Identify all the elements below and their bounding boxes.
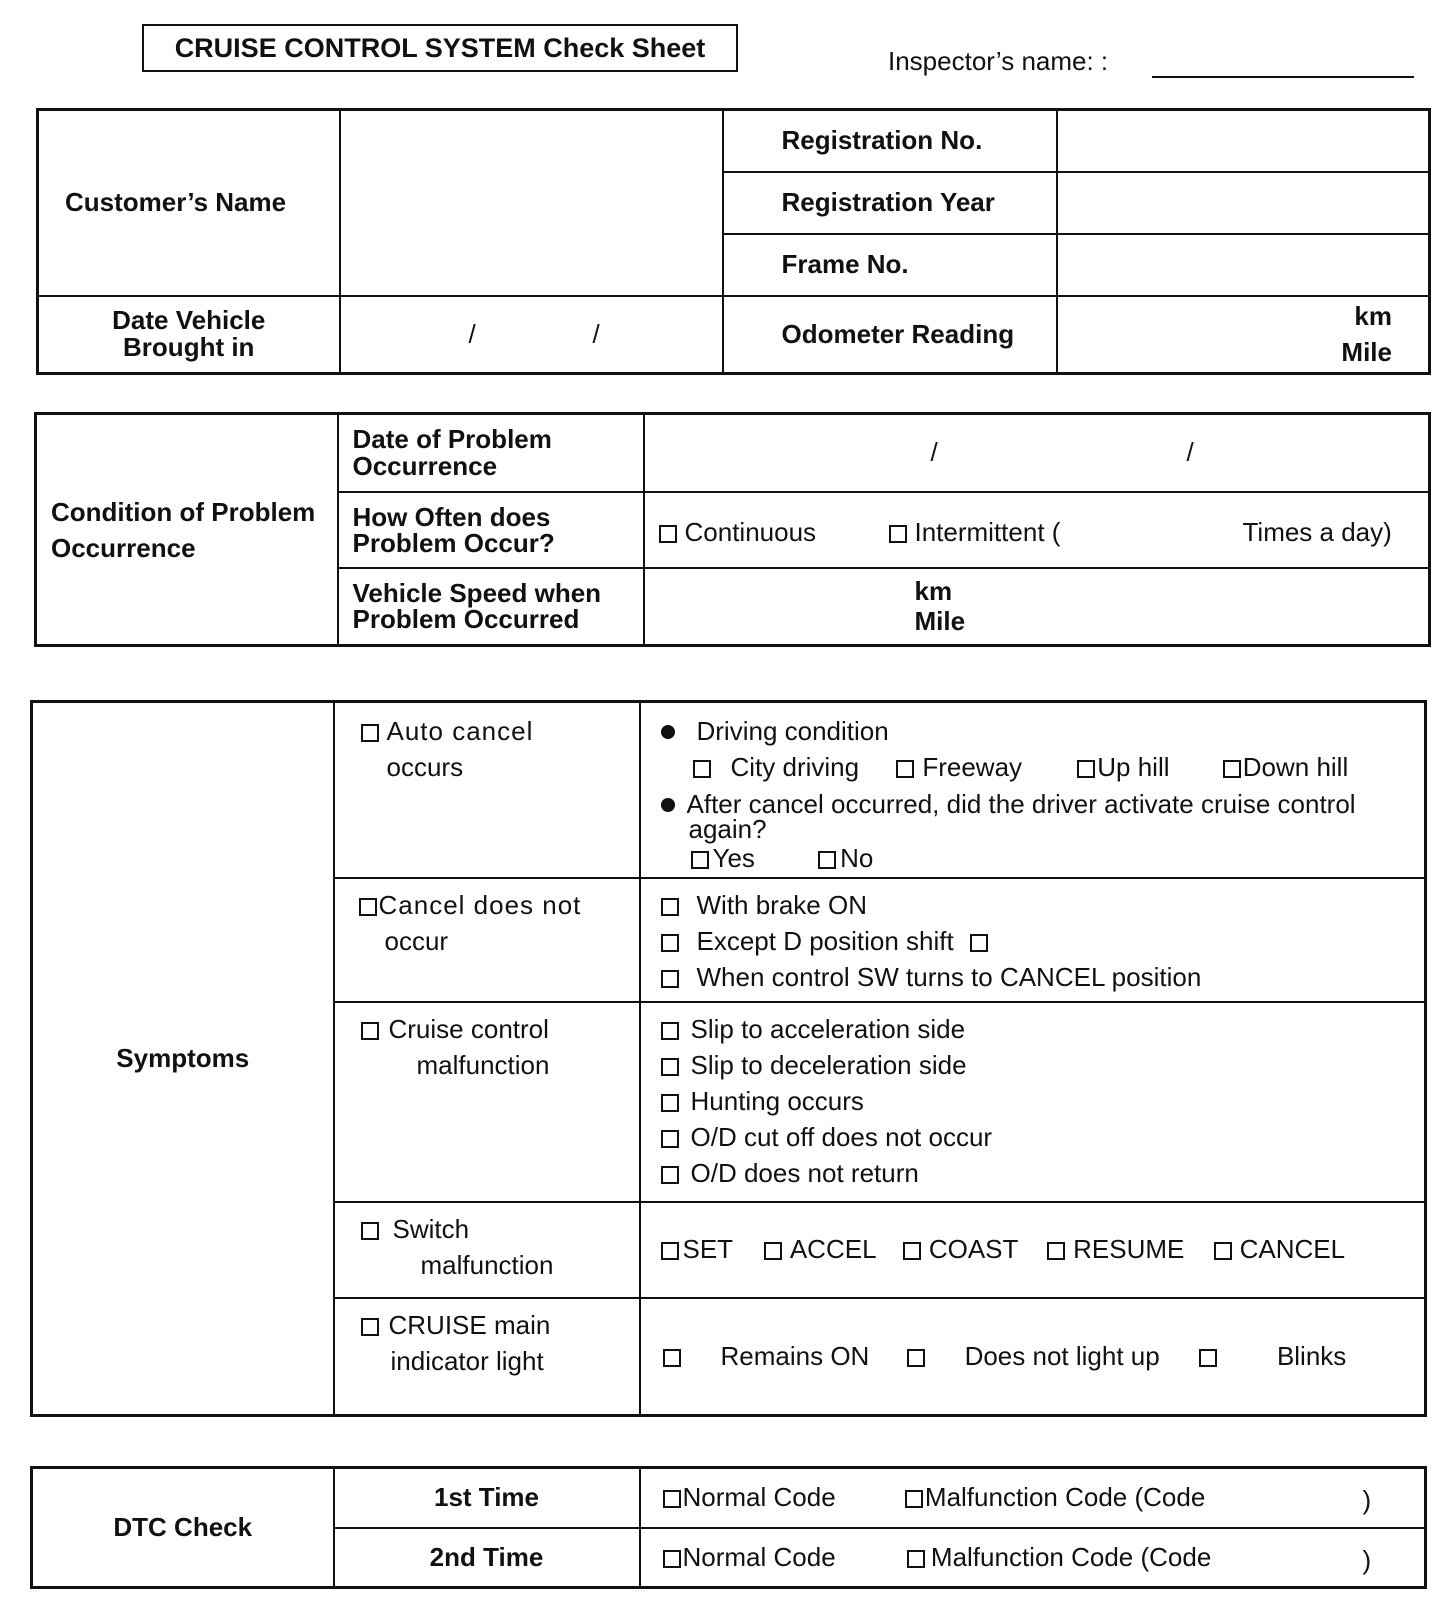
date-brought-in-field[interactable]	[340, 296, 723, 374]
bullet-icon	[661, 798, 675, 812]
normal-code-label: Normal Code	[682, 1541, 836, 1572]
checkbox-icon[interactable]	[359, 898, 377, 916]
malfunction-item: Slip to acceleration side	[690, 1013, 966, 1044]
date-separator: /	[1186, 437, 1194, 467]
times-a-day-label: Times a day)	[1242, 516, 1392, 547]
cancel-label: CANCEL	[1239, 1234, 1346, 1264]
vehicle-info-table	[36, 108, 1431, 375]
condition-table	[34, 412, 1431, 647]
checkbox-icon[interactable]	[1223, 760, 1241, 778]
registration-year-field[interactable]	[1057, 172, 1430, 234]
checkbox-icon[interactable]	[661, 934, 679, 952]
uphill-label: Up hill	[1097, 752, 1170, 782]
registration-year-label: Registration Year	[723, 172, 1057, 234]
checkbox-icon[interactable]	[663, 1349, 681, 1367]
date-separator: /	[592, 318, 600, 349]
malfunction-code-label: Malfunction Code (Code	[924, 1482, 1206, 1513]
cancel-does-not-occur-option[interactable]: Cancel does not occur	[334, 878, 640, 1002]
dtc-header: DTC Check	[32, 1468, 334, 1588]
unit-mile: Mile	[1341, 337, 1392, 368]
bullet-icon	[661, 725, 675, 739]
registration-no-field[interactable]	[1057, 110, 1430, 172]
checkbox-icon[interactable]	[661, 1242, 679, 1260]
cruise-indicator-details	[640, 1298, 1426, 1416]
checkbox-icon[interactable]	[361, 724, 379, 742]
symptoms-header: Symptoms	[32, 702, 334, 1416]
checkbox-icon[interactable]	[361, 1022, 379, 1040]
date-brought-in-label: Date Vehicle Brought in	[38, 296, 340, 374]
resume-label: RESUME	[1073, 1234, 1185, 1264]
cancel-does-not-occur-details	[640, 878, 1426, 1002]
intermittent-option[interactable]: Intermittent (	[889, 517, 1061, 548]
malfunction-item: O/D cut off does not occur	[690, 1121, 993, 1152]
checkbox-icon[interactable]	[661, 1094, 679, 1112]
auto-cancel-details: Driving condition City driving Freeway Up hill Down hill After cancel occurred, did the driver activate cruise control again? Yes No	[640, 702, 1426, 878]
checkbox-icon[interactable]	[663, 1490, 681, 1508]
how-often-field	[644, 492, 1430, 568]
checkbox-icon[interactable]	[661, 1058, 679, 1076]
not-light-label: Does not light up	[964, 1340, 1160, 1371]
symptoms-table	[30, 700, 1427, 1417]
dtc-second-time-label: 2nd Time	[334, 1528, 640, 1588]
frame-no-label: Frame No.	[723, 234, 1057, 296]
checkbox-icon[interactable]	[970, 934, 988, 952]
coast-label: COAST	[928, 1234, 1018, 1264]
dtc-first-time-label: 1st Time	[334, 1468, 640, 1528]
date-of-problem-field[interactable]	[644, 414, 1430, 492]
cruise-malfunction-details	[640, 1002, 1426, 1202]
checkbox-icon[interactable]	[896, 760, 914, 778]
date-separator: /	[468, 318, 476, 349]
checkbox-icon[interactable]	[663, 1550, 681, 1568]
checkbox-icon[interactable]	[661, 970, 679, 988]
no-label: No	[840, 843, 874, 873]
close-paren: )	[1362, 1485, 1372, 1515]
frame-no-field[interactable]	[1057, 234, 1430, 296]
vehicle-speed-label: Vehicle Speed when Problem Occurred	[338, 568, 644, 646]
malfunction-code-label: Malfunction Code (Code	[930, 1541, 1212, 1572]
checkbox-icon[interactable]	[661, 1022, 679, 1040]
how-often-label: How Often does Problem Occur?	[338, 492, 644, 568]
freeway-label: Freeway	[922, 752, 1023, 782]
condition-header: Condition of Problem Occurrence	[36, 414, 338, 646]
checkbox-icon[interactable]	[661, 1166, 679, 1184]
city-driving-label: City driving	[730, 752, 860, 782]
control-sw-label: When control SW turns to CANCEL position	[696, 961, 1202, 992]
unit-mile: Mile	[914, 606, 966, 637]
checkbox-icon[interactable]	[889, 525, 907, 543]
checkbox-icon[interactable]	[903, 1242, 921, 1260]
malfunction-item: O/D does not return	[690, 1157, 919, 1188]
dtc-check-table	[30, 1466, 1427, 1589]
checkbox-icon[interactable]	[764, 1242, 782, 1260]
remains-on-label: Remains ON	[720, 1340, 870, 1371]
switch-malfunction-option[interactable]: Switch malfunction	[334, 1202, 640, 1298]
auto-cancel-option[interactable]: Auto cancel occurs	[334, 702, 640, 878]
blinks-label: Blinks	[1276, 1340, 1347, 1371]
checkbox-icon[interactable]	[818, 851, 836, 869]
normal-code-label: Normal Code	[682, 1482, 836, 1513]
close-paren: )	[1362, 1544, 1372, 1575]
except-d-label: Except D position shift	[696, 925, 954, 956]
odometer-label: Odometer Reading	[723, 296, 1057, 374]
cruise-indicator-option[interactable]: CRUISE main indicator light	[334, 1298, 640, 1416]
malfunction-item: Hunting occurs	[690, 1085, 864, 1116]
cruise-malfunction-option[interactable]: Cruise control malfunction	[334, 1002, 640, 1202]
inspector-name-label: Inspector’s name: :	[888, 46, 1109, 76]
unit-km: km	[1354, 301, 1392, 332]
checkbox-icon[interactable]	[691, 851, 709, 869]
customer-name-field[interactable]	[340, 110, 723, 296]
set-label: SET	[682, 1234, 733, 1264]
unit-km: km	[914, 576, 953, 607]
checkbox-icon[interactable]	[1047, 1242, 1065, 1260]
registration-no-label: Registration No.	[723, 110, 1057, 172]
checkbox-icon[interactable]	[361, 1318, 379, 1336]
odometer-field[interactable]	[1057, 296, 1430, 374]
yes-label: Yes	[712, 843, 755, 873]
with-brake-label: With brake ON	[696, 889, 867, 920]
malfunction-item: Slip to deceleration side	[690, 1049, 967, 1080]
switch-malfunction-details	[640, 1202, 1426, 1298]
continuous-option[interactable]: Continuous	[659, 517, 817, 548]
date-separator: /	[930, 437, 938, 467]
inspector-name-field[interactable]	[1152, 76, 1414, 78]
checkbox-icon[interactable]	[907, 1349, 925, 1367]
checkbox-icon[interactable]	[659, 525, 677, 543]
checkbox-icon[interactable]	[1077, 760, 1095, 778]
checkbox-icon[interactable]	[661, 898, 679, 916]
accel-label: ACCEL	[789, 1234, 876, 1264]
checkbox-icon[interactable]	[1199, 1349, 1217, 1367]
date-of-problem-label: Date of Problem Occurrence	[338, 414, 644, 492]
checkbox-icon[interactable]	[361, 1222, 379, 1240]
checkbox-icon[interactable]	[693, 760, 711, 778]
checkbox-icon[interactable]	[907, 1550, 925, 1568]
vehicle-speed-field[interactable]	[644, 568, 1430, 646]
customer-name-label: Customer’s Name	[38, 110, 340, 296]
checkbox-icon[interactable]	[905, 1490, 923, 1508]
checkbox-icon[interactable]	[1214, 1242, 1232, 1260]
checkbox-icon[interactable]	[661, 1130, 679, 1148]
dtc-first-time-options	[640, 1468, 1426, 1528]
dtc-second-time-options	[640, 1528, 1426, 1588]
sheet-title: CRUISE CONTROL SYSTEM Check Sheet	[142, 24, 738, 72]
downhill-label: Down hill	[1242, 752, 1349, 782]
